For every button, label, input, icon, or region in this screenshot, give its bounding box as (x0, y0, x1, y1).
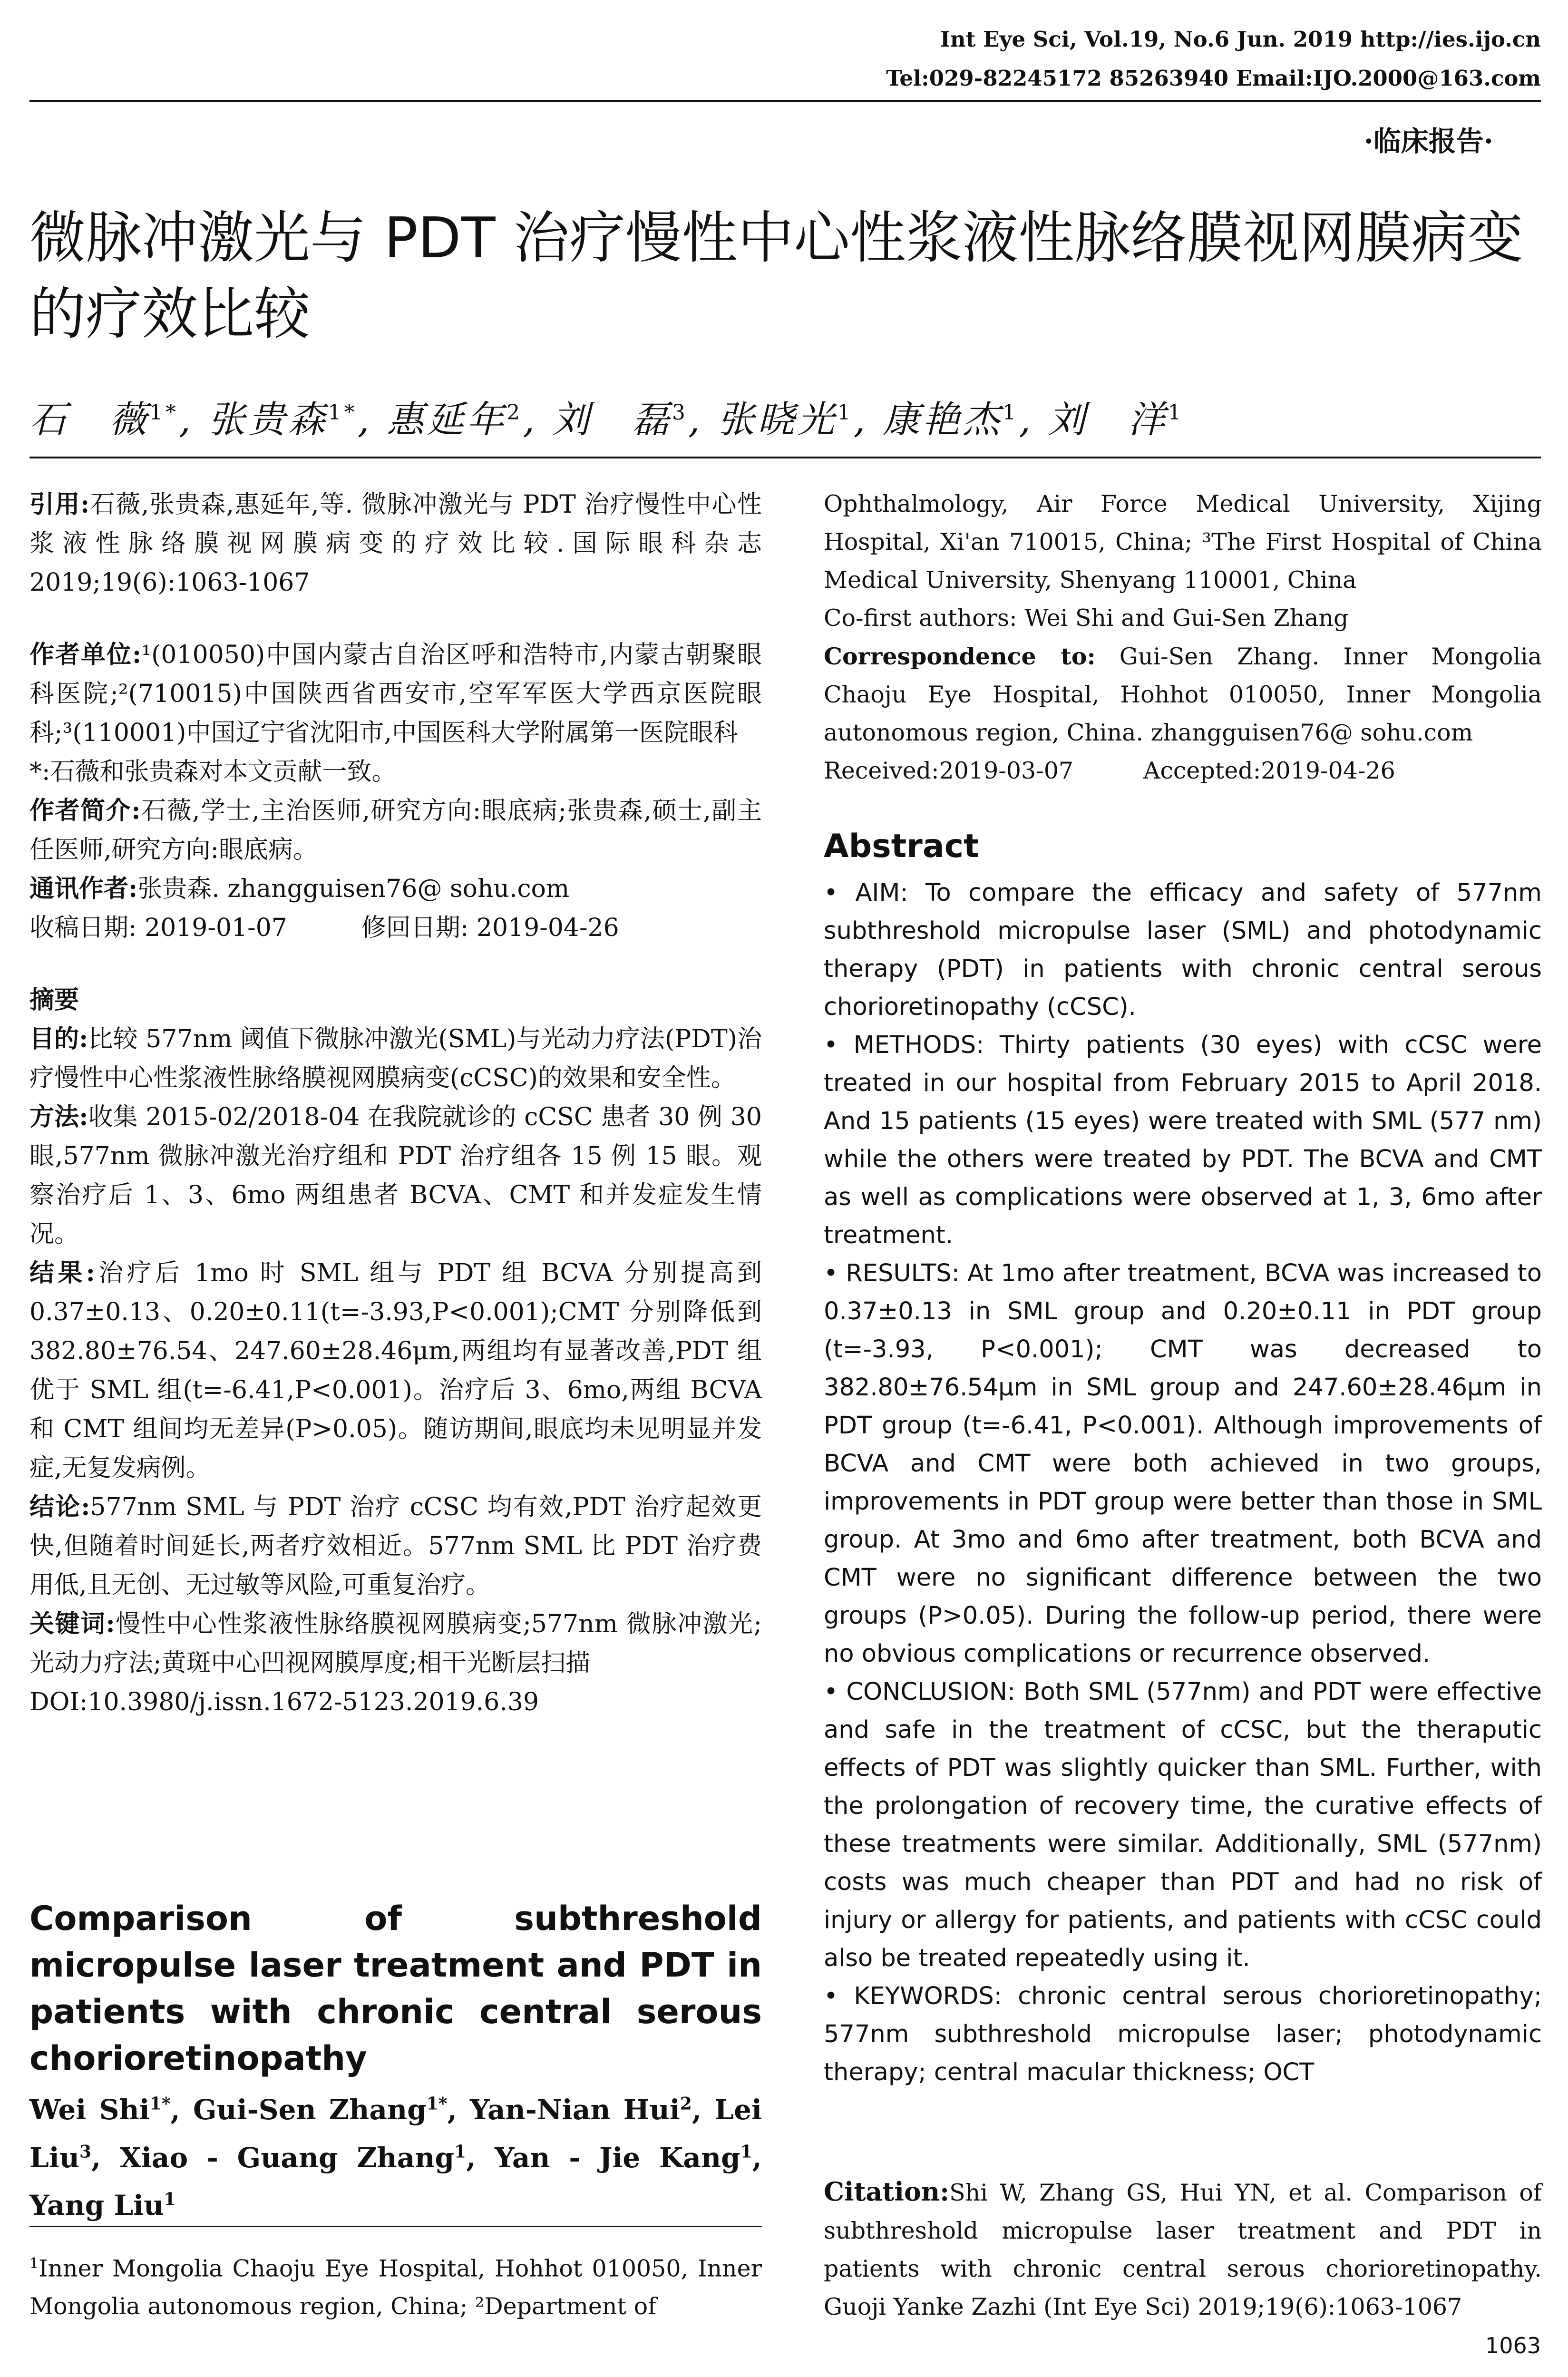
abstract-results-en: • RESULTS: At 1mo after treatment, BCVA was increased to 0.37±0.13 in SML group and 0.20±0.11 in PDT group (t=-3.93, P<0.001); CMT was decreased to 382.80±76.54μm in SML group and 247.60±28.46μm in PDT group (t=-6.41, P<0.001). Although improvements of BCVA and CMT were both achieved in two groups, improvements in PDT group were better than those in SML group. At 3mo and 6mo after treatment, both BCVA and CMT were no significant difference between the two groups (P>0.05). During the follow-up period, there were no obvious complications or recurrence observed. (824, 1259, 1542, 1668)
correspondence-en: Correspondence to: Gui-Sen Zhang. Inner Mongolia Chaoju Eye Hospital, Hohhot 010050, Inner Mongolia autonomous region, China. zhangguisen76@ sohu.com (824, 643, 1542, 746)
abstract-aim-cn: 目的:比较 577nm 阈值下微脉冲激光(SML)与光动力疗法(PDT)治疗慢性中心性浆液性脉络膜视网膜病变(cCSC)的效果和安全性。 (29, 1024, 762, 1092)
affiliation-en-part1: $^1$Inner Mongolia Chaoju Eye Hospital, Hohhot 010050, Inner Mongolia autonomous region, China; ²Department of (29, 2255, 762, 2320)
article-title-cn: 微脉冲激光与 PDT 治疗慢性中心性浆液性脉络膜视网膜病变的疗效比较 (29, 205, 1524, 347)
author-cn: 惠延年$^2$ (387, 399, 523, 441)
author-en: Yang Liu$^1$ (29, 2189, 176, 2221)
abstract-conclusion-en: • CONCLUSION: Both SML (577nm) and PDT were effective and safe in the treatment of cCSC, but the theraputic effects of PDT was slightly quicker than SML. Further, with the prolongation of recovery time, the curative effects of these treatments were similar. Additionally, SML (577nm) costs was much cheaper than PDT and had no risk of injury or allergy for patients, and patients with cCSC could also be treated repeatedly using it. (824, 1678, 1542, 1972)
title-rule (29, 457, 1541, 458)
abstract-heading-en: Abstract (824, 828, 979, 865)
author-cn: 刘 洋$^1$ (1048, 399, 1184, 441)
authors-cn: 石 薇$^{1*}$, 张贵森$^{1*}$, 惠延年$^2$, 刘 磊$^3$, 张晓光$^1$, 康艳杰$^1$, 刘 洋$^1$ (29, 399, 1184, 441)
author-en: Xiao - Guang Zhang$^1$ (119, 2141, 467, 2174)
dates-cn: 收稿日期: 2019-01-07 修回日期: 2019-04-26 (29, 914, 619, 942)
author-en: Gui-Sen Zhang$^{1*}$ (193, 2094, 448, 2126)
author-en: Lei Liu$^3$ (29, 2094, 762, 2174)
author-cn: 石 薇$^{1*}$ (29, 399, 179, 441)
abstract-heading-cn: 摘要 (29, 985, 79, 1014)
authors-en: Wei Shi$^{1*}$, Gui-Sen Zhang$^{1*}$, Yan-Nian Hui$^2$, Lei Liu$^3$, Xiao - Guang Zhang$^1$, Yan - Jie Kang$^1$, Yang Liu$^1$ (29, 2094, 762, 2221)
equal-contribution-note: *:石薇和张贵森对本文贡献一致。 (29, 758, 397, 786)
left-column (29, 485, 762, 1722)
keywords-cn: 关键词:慢性中心性浆液性脉络膜视网膜病变;577nm 微脉冲激光;光动力疗法;黄斑中心凹视网膜厚度;相干光断层扫描 (29, 1609, 762, 1677)
author-cn: 刘 磊$^3$ (552, 399, 688, 441)
section-label: ·临床报告· (1363, 125, 1493, 157)
corresponding-author: 通讯作者:张贵森. zhangguisen76@ sohu.com (29, 874, 570, 903)
doi: DOI:10.3980/j.issn.1672-5123.2019.6.39 (29, 1688, 539, 1716)
author-cn: 张贵森$^{1*}$ (208, 399, 358, 441)
author-en: Yan - Jie Kang$^1$ (494, 2141, 752, 2174)
author-en: Wei Shi$^{1*}$ (29, 2094, 171, 2126)
page-number: 1063 (1485, 2333, 1541, 2358)
author-cn: 康艳杰$^1$ (883, 399, 1019, 441)
keywords-en: • KEYWORDS: chronic central serous chorioretinopathy; 577nm subthreshold micropulse laser; photodynamic therapy; central macular thickness; OCT (824, 1982, 1542, 2086)
author-en: Yan-Nian Hui$^2$ (470, 2094, 692, 2126)
right-column-front-matter (824, 485, 1542, 790)
author-units: 作者单位:¹(010050)中国内蒙古自治区呼和浩特市,内蒙古朝聚眼科医院;²(710015)中国陕西省西安市,空军军医大学西京医院眼科;³(110001)中国辽宁省沈阳市,中国医科大学附属第一医院眼科 (29, 640, 762, 747)
abstract-aim-en: • AIM: To compare the efficacy and safety of 577nm subthreshold micropulse laser (SML) and photodynamic therapy (PDT) in patients with chronic central serous chorioretinopathy (cCSC). (824, 879, 1542, 1021)
journal-contact-line: Tel:029-82245172 85263940 Email:IJO.2000@163.com (886, 66, 1541, 91)
affiliation-rule (29, 2226, 762, 2227)
abstract-conclusion-cn: 结论:577nm SML 与 PDT 治疗 cCSC 均有效,PDT 治疗起效更快,但随着时间延长,两者疗效相近。577nm SML 比 PDT 治疗费用低,且无创、无过敏等风险,可重复治疗。 (29, 1492, 762, 1599)
co-first-authors: Co-first authors: Wei Shi and Gui-Sen Zhang (824, 604, 1349, 632)
citation-en: Citation:Shi W, Zhang GS, Hui YN, et al. Comparison of subthreshold micropulse laser treatment and PDT in patients with chronic central serous chorioretinopathy. Guoji Yanke Zazhi (Int Eye Sci) 2019;19(6):1063-1067 (824, 2176, 1542, 2320)
cite-cn: 引用:石薇,张贵森,惠延年,等. 微脉冲激光与 PDT 治疗慢性中心性浆液性脉络膜视网膜病变的疗效比较.国际眼科杂志 2019;19(6):1063-1067 (29, 490, 762, 597)
abstract-en (824, 874, 1542, 2092)
header-rule (29, 100, 1541, 102)
abstract-methods-en: • METHODS: Thirty patients (30 eyes) with cCSC were treated in our hospital from February 2015 to April 2018. And 15 patients (15 eyes) were treated with SML (577 nm) while the others were treated by PDT. The BCVA and CMT as well as complications were observed at 1, 3, 6mo after treatment. (824, 1031, 1542, 1249)
abstract-results-cn: 结果:治疗后 1mo 时 SML 组与 PDT 组 BCVA 分别提高到 0.37±0.13、0.20±0.11(t=-3.93,P<0.001);CMT 分别降低到 382.80±76.54、247.60±28.46μm,两组均有显著改善,PDT 组优于 SML 组(t=-6.41,P<0.001)。治疗后 3、6mo,两组 BCVA 和 CMT 组间均无差异(P>0.05)。随访期间,眼底均未见明显并发症,无复发病例。 (29, 1258, 762, 1482)
abstract-methods-cn: 方法:收集 2015-02/2018-04 在我院就诊的 cCSC 患者 30 例 30 眼,577nm 微脉冲激光治疗组和 PDT 治疗组各 15 例 15 眼。观察治疗后 1、3、6mo 两组患者 BCVA、CMT 和并发症发生情况。 (29, 1102, 762, 1248)
journal-info-line: Int Eye Sci, Vol.19, No.6 Jun. 2019 http://ies.ijo.cn (940, 27, 1541, 52)
article-title-en: Comparison of subthreshold micropulse laser treatment and PDT in patients with chronic central serous chorioretinopathy (29, 1899, 762, 2078)
affiliation-en-part2: Ophthalmology, Air Force Medical University, Xijing Hospital, Xi'an 710015, China; ³The First Hospital of China Medical University, Shenyang 110001, China (824, 490, 1542, 594)
author-bio: 作者简介:石薇,学士,主治医师,研究方向:眼底病;张贵森,硕士,副主任医师,研究方向:眼底病。 (29, 796, 762, 864)
received-accepted-dates: Received:2019-03-07 Accepted:2019-04-26 (824, 757, 1395, 784)
author-cn: 张晓光$^1$ (717, 399, 854, 441)
